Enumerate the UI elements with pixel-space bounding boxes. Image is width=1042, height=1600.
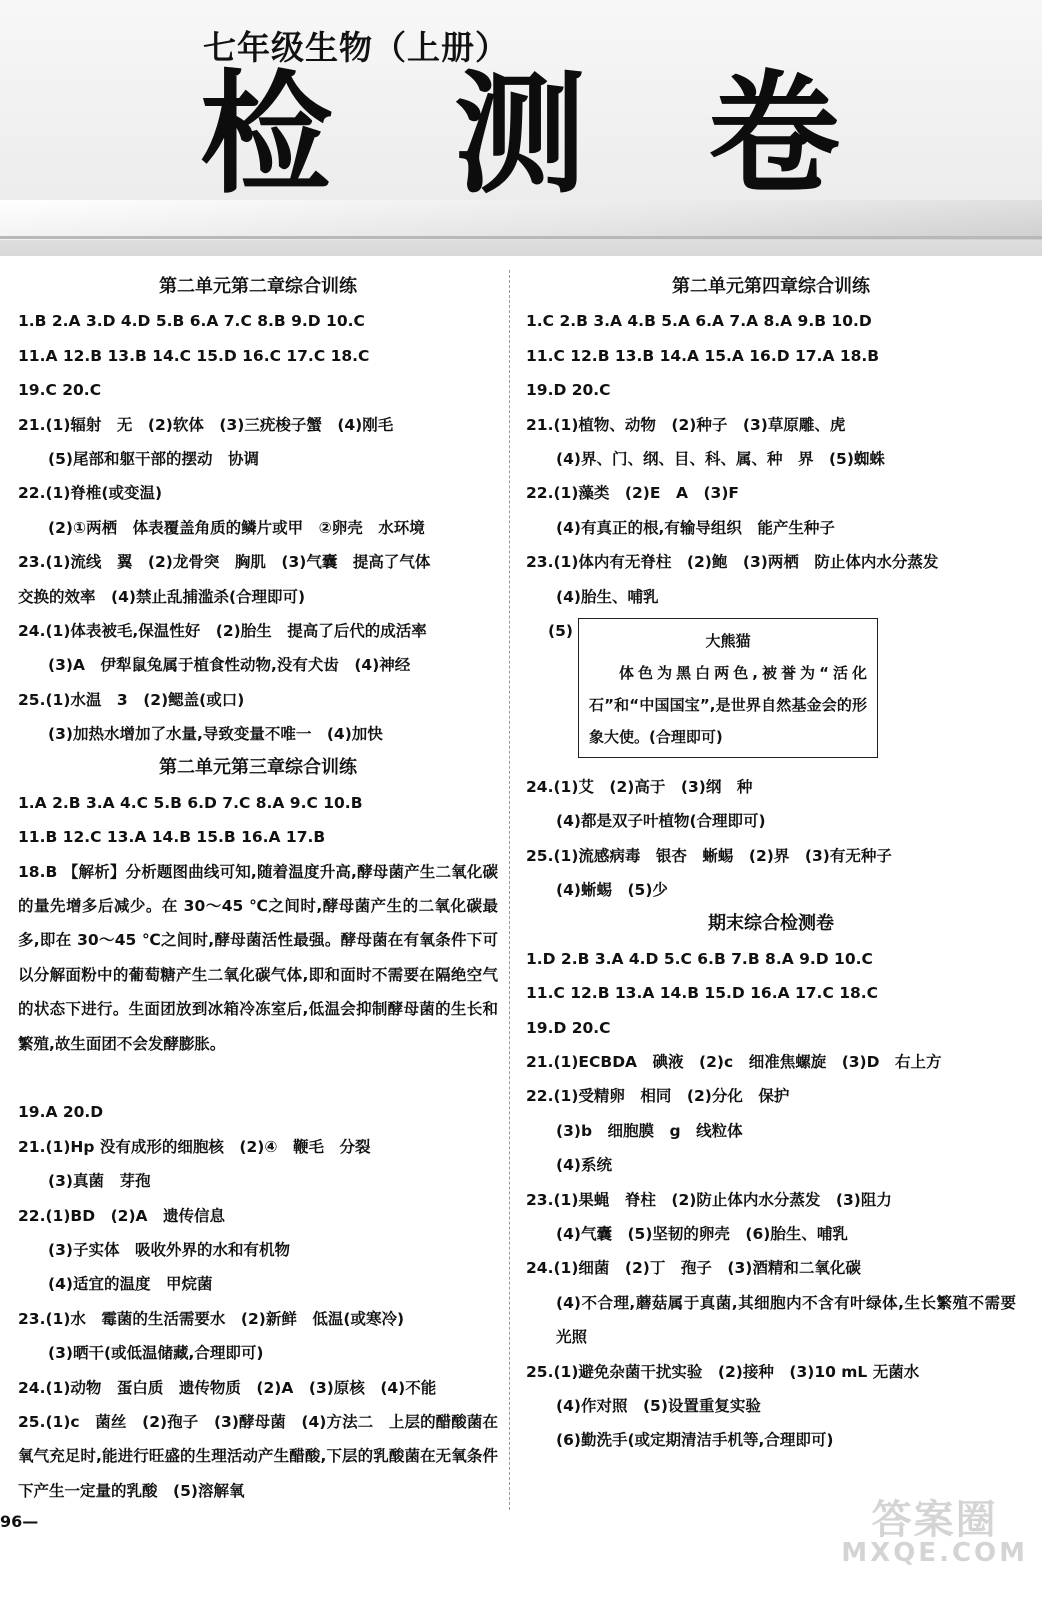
answer-line: (6)勤洗手(或定期清洁手机等,合理即可) — [556, 1431, 834, 1450]
title-char-1: 检 — [200, 58, 332, 212]
answer-line: 22.(1)BD (2)A 遗传信息 — [18, 1206, 226, 1225]
answer-line: 25.(1)流感病毒 银杏 蜥蜴 (2)界 (3)有无种子 — [526, 846, 892, 865]
page-title — [200, 60, 840, 210]
answer-line: (3)晒干(或低温储藏,合理即可) — [48, 1344, 264, 1363]
answer-line: 19.D 20.C — [526, 381, 611, 400]
answer-box-wrapper — [526, 614, 1016, 770]
answer-line: (3)A 伊犁鼠兔属于植食性动物,没有犬齿 (4)神经 — [48, 656, 411, 675]
answer-line: (3)真菌 芽孢 — [48, 1172, 151, 1191]
answer-line: (4)界、门、纲、目、科、属、种 界 (5)蜘蛛 — [556, 449, 885, 468]
answer-number: (5) — [548, 621, 573, 640]
header-divider — [0, 236, 1042, 239]
header-banner — [0, 0, 1042, 256]
section-title-unit2-ch2: 第二单元第二章综合训练 — [159, 276, 357, 297]
answer-line: (4)适宜的温度 甲烷菌 — [48, 1275, 213, 1294]
answer-line: 21.(1)植物、动物 (2)种子 (3)草原雕、虎 — [526, 415, 846, 434]
answer-line: 21.(1)辐射 无 (2)软体 (3)三疣梭子蟹 (4)刚毛 — [18, 415, 394, 434]
answer-line: 11.B 12.C 13.A 14.B 15.B 16.A 17.B — [18, 828, 326, 847]
answer-line: 19.C 20.C — [18, 381, 102, 400]
section-title-unit2-ch4: 第二单元第四章综合训练 — [672, 276, 870, 297]
answer-explanation: 18.B 【解析】分析题图曲线可知,随着温度升高,酵母菌产生二氧化碳的量先增多后减少。在 30～45 ℃之间时,酵母菌产生的二氧化碳最多,即在 30～45 ℃之间时,酵母菌活性最强。酵母菌在有氧条件下可以分解面粉中的葡萄糖产生二氧化碳气体,即和面时不需要在隔绝空气的状态下进行。生面团放到冰箱冷冻室后,低温会抑制酵母菌的生长和繁殖,故生面团不会发酵膨胀。 — [18, 862, 498, 1053]
answer-line: 交换的效率 (4)禁止乱捕滥杀(合理即可) — [18, 587, 306, 606]
answer-line: 24.(1)动物 蛋白质 遗传物质 (2)A (3)原核 (4)不能 — [18, 1378, 437, 1397]
answer-line: (4)作对照 (5)设置重复实验 — [556, 1396, 761, 1415]
watermark — [841, 1497, 1028, 1568]
answer-line: 11.C 12.B 13.B 14.A 15.A 16.D 17.A 18.B — [526, 346, 880, 365]
section-title-unit2-ch3: 第二单元第三章综合训练 — [159, 757, 357, 779]
panda-answer-box — [578, 618, 878, 758]
box-body: 体色为黑白两色,被誉为“活化石”和“中国国宝”,是世界自然基金会的形象大使。(合理即可) — [589, 663, 867, 746]
answer-line: 19.D 20.C — [526, 1018, 611, 1037]
answer-line: 22.(1)受精卵 相同 (2)分化 保护 — [526, 1087, 790, 1106]
answer-line: 11.C 12.B 13.A 14.B 15.D 16.A 17.C 18.C — [526, 984, 879, 1003]
answer-line: (2)①两栖 体表覆盖角质的鳞片或甲 ②卵壳 水环境 — [48, 518, 425, 537]
answer-line: 23.(1)流线 翼 (2)龙骨突 胸肌 (3)气囊 提高了气体 — [18, 553, 431, 572]
answer-line: 21.(1)ECBDA 碘液 (2)c 细准焦螺旋 (3)D 右上方 — [526, 1053, 942, 1072]
page-subtitle: 七年级生物（上册） — [203, 28, 509, 67]
answer-line: (3)b 细胞膜 g 线粒体 — [556, 1121, 743, 1140]
answer-line: 24.(1)细菌 (2)丁 孢子 (3)酒精和二氧化碳 — [526, 1259, 861, 1278]
answer-line: 1.D 2.B 3.A 4.D 5.C 6.B 7.B 8.A 9.D 10.C — [526, 949, 873, 968]
answer-line: 25.(1)水温 3 (2)鳃盖(或口) — [18, 690, 245, 709]
answer-line: 21.(1)Hp 没有成形的细胞核 (2)④ 鞭毛 分裂 — [18, 1137, 371, 1156]
answer-line: (4)气囊 (5)坚韧的卵壳 (6)胎生、哺乳 — [556, 1224, 848, 1243]
left-column — [18, 270, 498, 1508]
answer-line: 1.C 2.B 3.A 4.B 5.A 6.A 7.A 8.A 9.B 10.D — [526, 312, 872, 331]
answer-line: (4)有真正的根,有输导组织 能产生种子 — [556, 518, 835, 537]
answer-line: 11.A 12.B 13.B 14.C 15.D 16.C 17.C 18.C — [18, 346, 370, 365]
column-divider — [509, 270, 510, 1510]
title-char-3: 卷 — [708, 58, 840, 212]
answer-paragraph: 25.(1)c 菌丝 (2)孢子 (3)酵母菌 (4)方法二 上层的醋酸菌在氧气充足时,能进行旺盛的生理活动产生醋酸,下层的乳酸菌在无氧条件下产生一定量的乳酸 (5)溶解氧 — [18, 1412, 498, 1500]
answer-line: 24.(1)艾 (2)高于 (3)纲 种 — [526, 777, 753, 796]
watermark-bottom: MXQE.COM — [841, 1538, 1028, 1568]
right-column — [526, 270, 1016, 1458]
answer-line: (4)都是双子叶植物(合理即可) — [556, 812, 766, 831]
answer-line: 23.(1)果蝇 脊柱 (2)防止体内水分蒸发 (3)阻力 — [526, 1190, 892, 1209]
answer-line: (4)系统 — [556, 1156, 612, 1175]
title-char-2: 测 — [454, 58, 586, 212]
answer-line: 19.A 20.D — [18, 1103, 104, 1122]
answer-line: 1.B 2.A 3.D 4.D 5.B 6.A 7.C 8.B 9.D 10.C — [18, 312, 365, 331]
answer-line: 24.(1)体表被毛,保温性好 (2)胎生 提高了后代的成活率 — [18, 621, 427, 640]
answer-paragraph: (4)不合理,蘑菇属于真菌,其细胞内不含有叶绿体,生长繁殖不需要光照 — [556, 1293, 1016, 1347]
answer-line: (3)子实体 吸收外界的水和有机物 — [48, 1241, 290, 1259]
page-number: 96— — [0, 1512, 39, 1531]
answer-line: 25.(1)避免杂菌干扰实验 (2)接种 (3)10 mL 无菌水 — [526, 1362, 920, 1381]
watermark-top: 答案圈 — [871, 1497, 998, 1543]
answer-line: (5)尾部和躯干部的摆动 协调 — [48, 449, 259, 468]
answer-line: 23.(1)体内有无脊柱 (2)鲍 (3)两栖 防止体内水分蒸发 — [526, 553, 939, 572]
section-title-final-exam: 期末综合检测卷 — [708, 913, 834, 935]
answer-line: 1.A 2.B 3.A 4.C 5.B 6.D 7.C 8.A 9.C 10.B — [18, 793, 363, 812]
answer-line: 22.(1)藻类 (2)E A (3)F — [526, 484, 739, 503]
answer-line: 23.(1)水 霉菌的生活需要水 (2)新鲜 低温(或寒冷) — [18, 1309, 405, 1328]
box-title: 大熊猫 — [705, 631, 751, 650]
answer-line: (3)加热水增加了水量,导致变量不唯一 (4)加快 — [48, 725, 383, 744]
answer-line: (4)胎生、哺乳 — [556, 587, 659, 606]
answer-line: (4)蜥蜴 (5)少 — [556, 881, 668, 900]
answer-line: 22.(1)脊椎(或变温) — [18, 484, 163, 503]
